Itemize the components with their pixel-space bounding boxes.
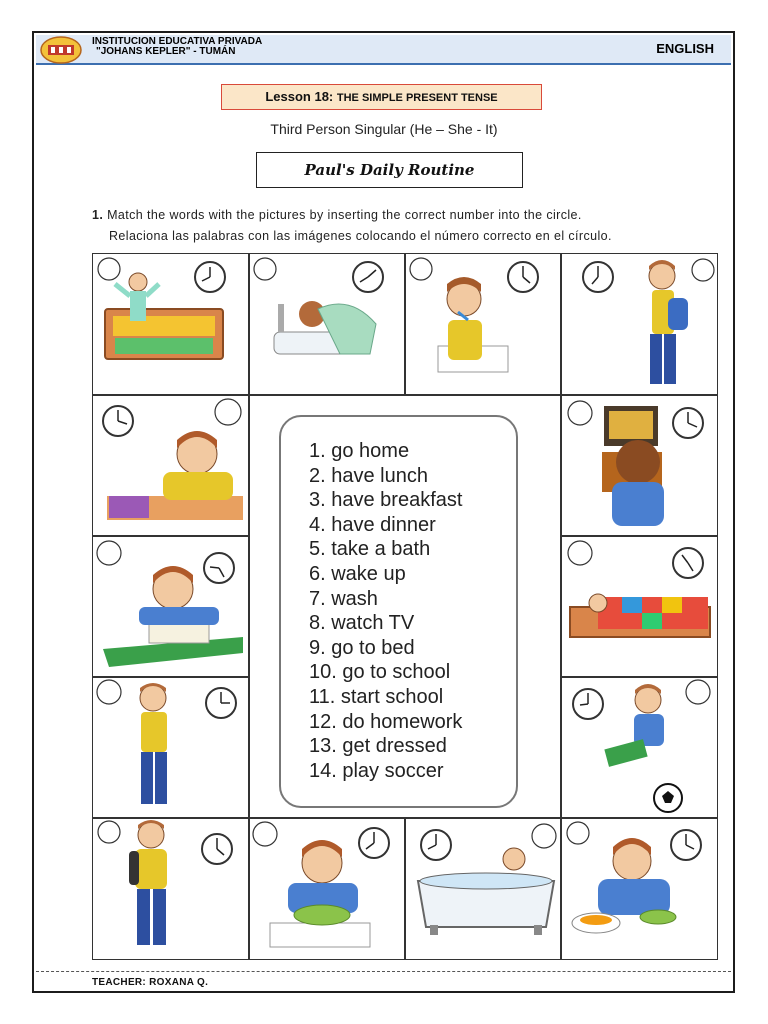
clock-icon <box>573 689 603 719</box>
picture-cell <box>561 818 718 960</box>
picture-cell <box>561 395 718 536</box>
clock-icon <box>195 262 225 292</box>
picture-cell <box>561 677 718 818</box>
instructions <box>92 205 612 247</box>
answer-circle[interactable] <box>686 680 710 704</box>
answer-circle[interactable] <box>98 821 120 843</box>
boy-with-backpack-walking-illustration <box>129 820 167 945</box>
teacher-name: TEACHER: ROXANA Q. <box>92 977 209 988</box>
picture-cell <box>92 677 249 818</box>
clock-icon <box>508 262 538 292</box>
page-title: Paul's Daily Routine <box>256 152 523 188</box>
picture-cell <box>405 818 561 960</box>
word-item: 7. wash <box>309 587 378 610</box>
picture-cell <box>92 818 249 960</box>
boy-watching-tv-illustration <box>602 406 664 526</box>
word-list-panel <box>279 415 518 808</box>
lesson-title-box <box>221 84 542 110</box>
clock-icon <box>359 828 389 858</box>
instruction-spanish: Relaciona las palabras con las imágenes colocando el número correcto en el círculo. <box>109 229 612 243</box>
boy-eating-dinner-illustration <box>572 838 676 933</box>
answer-circle[interactable] <box>253 822 277 846</box>
picture-cell <box>561 253 718 395</box>
picture-cell <box>405 253 561 395</box>
word-item: 5. take a bath <box>309 538 431 561</box>
instruction-number: 1. <box>92 208 104 222</box>
clock-icon <box>202 834 232 864</box>
clock-icon <box>206 688 236 718</box>
school-name-line2: "JOHANS KEPLER" - TUMÁN <box>96 46 236 57</box>
school-logo-icon <box>40 36 82 64</box>
word-item: 2. have lunch <box>309 464 428 487</box>
word-item: 12. do homework <box>309 710 463 733</box>
boy-eating-bowl-illustration <box>270 840 370 947</box>
boy-in-bathtub-illustration <box>418 848 554 935</box>
picture-cell <box>92 536 249 677</box>
clock-icon <box>353 262 383 292</box>
clock-icon <box>103 406 133 436</box>
picture-cell <box>92 253 249 395</box>
subject-label: ENGLISH <box>656 41 714 56</box>
word-item: 11. start school <box>309 685 444 708</box>
instruction-english: Match the words with the pictures by inserting the correct number into the circle. <box>107 208 582 222</box>
word-item: 9. go to bed <box>309 636 415 659</box>
school-name-line1: INSTITUCION EDUCATIVA PRIVADA <box>92 36 263 47</box>
word-item: 1. go home <box>309 440 410 462</box>
boy-with-backpack-illustration <box>649 260 688 384</box>
answer-circle[interactable] <box>98 258 120 280</box>
answer-circle[interactable] <box>215 399 241 425</box>
word-item: 6. wake up <box>309 562 406 585</box>
picture-cell <box>249 253 405 395</box>
lesson-topic: THE SIMPLE PRESENT TENSE <box>336 92 498 104</box>
picture-cell <box>92 395 249 536</box>
picture-cell <box>249 818 405 960</box>
answer-circle[interactable] <box>568 541 592 565</box>
footer-divider <box>36 971 731 972</box>
answer-circle[interactable] <box>567 822 589 844</box>
brushing-teeth-illustration <box>438 277 508 372</box>
clock-icon <box>673 548 703 578</box>
word-item: 8. watch TV <box>309 612 415 635</box>
word-item: 10. go to school <box>309 661 451 684</box>
washing-face-illustration <box>274 301 376 354</box>
word-item: 3. have breakfast <box>309 489 463 512</box>
boy-getting-dressed-illustration <box>140 683 167 804</box>
answer-circle[interactable] <box>97 541 121 565</box>
word-item: 13. get dressed <box>309 735 447 758</box>
picture-cell <box>561 536 718 677</box>
clock-icon <box>421 830 451 860</box>
lesson-label: Lesson 18: <box>265 89 334 104</box>
word-item: 4. have dinner <box>309 513 436 536</box>
boy-playing-soccer-illustration <box>604 684 682 812</box>
clock-icon <box>583 262 613 292</box>
boy-writing-illustration <box>107 431 243 520</box>
answer-circle[interactable] <box>692 259 714 281</box>
boy-sleeping-illustration <box>570 594 710 637</box>
answer-circle[interactable] <box>568 401 592 425</box>
answer-circle[interactable] <box>97 680 121 704</box>
answer-circle[interactable] <box>410 258 432 280</box>
answer-circle[interactable] <box>532 824 556 848</box>
subtitle: Third Person Singular (He – She - It) <box>270 121 498 137</box>
word-item: 14. play soccer <box>309 759 444 782</box>
school-name <box>92 37 262 57</box>
clock-icon <box>673 408 703 438</box>
clock-icon <box>204 553 234 583</box>
answer-circle[interactable] <box>254 258 276 280</box>
clock-icon <box>671 830 701 860</box>
